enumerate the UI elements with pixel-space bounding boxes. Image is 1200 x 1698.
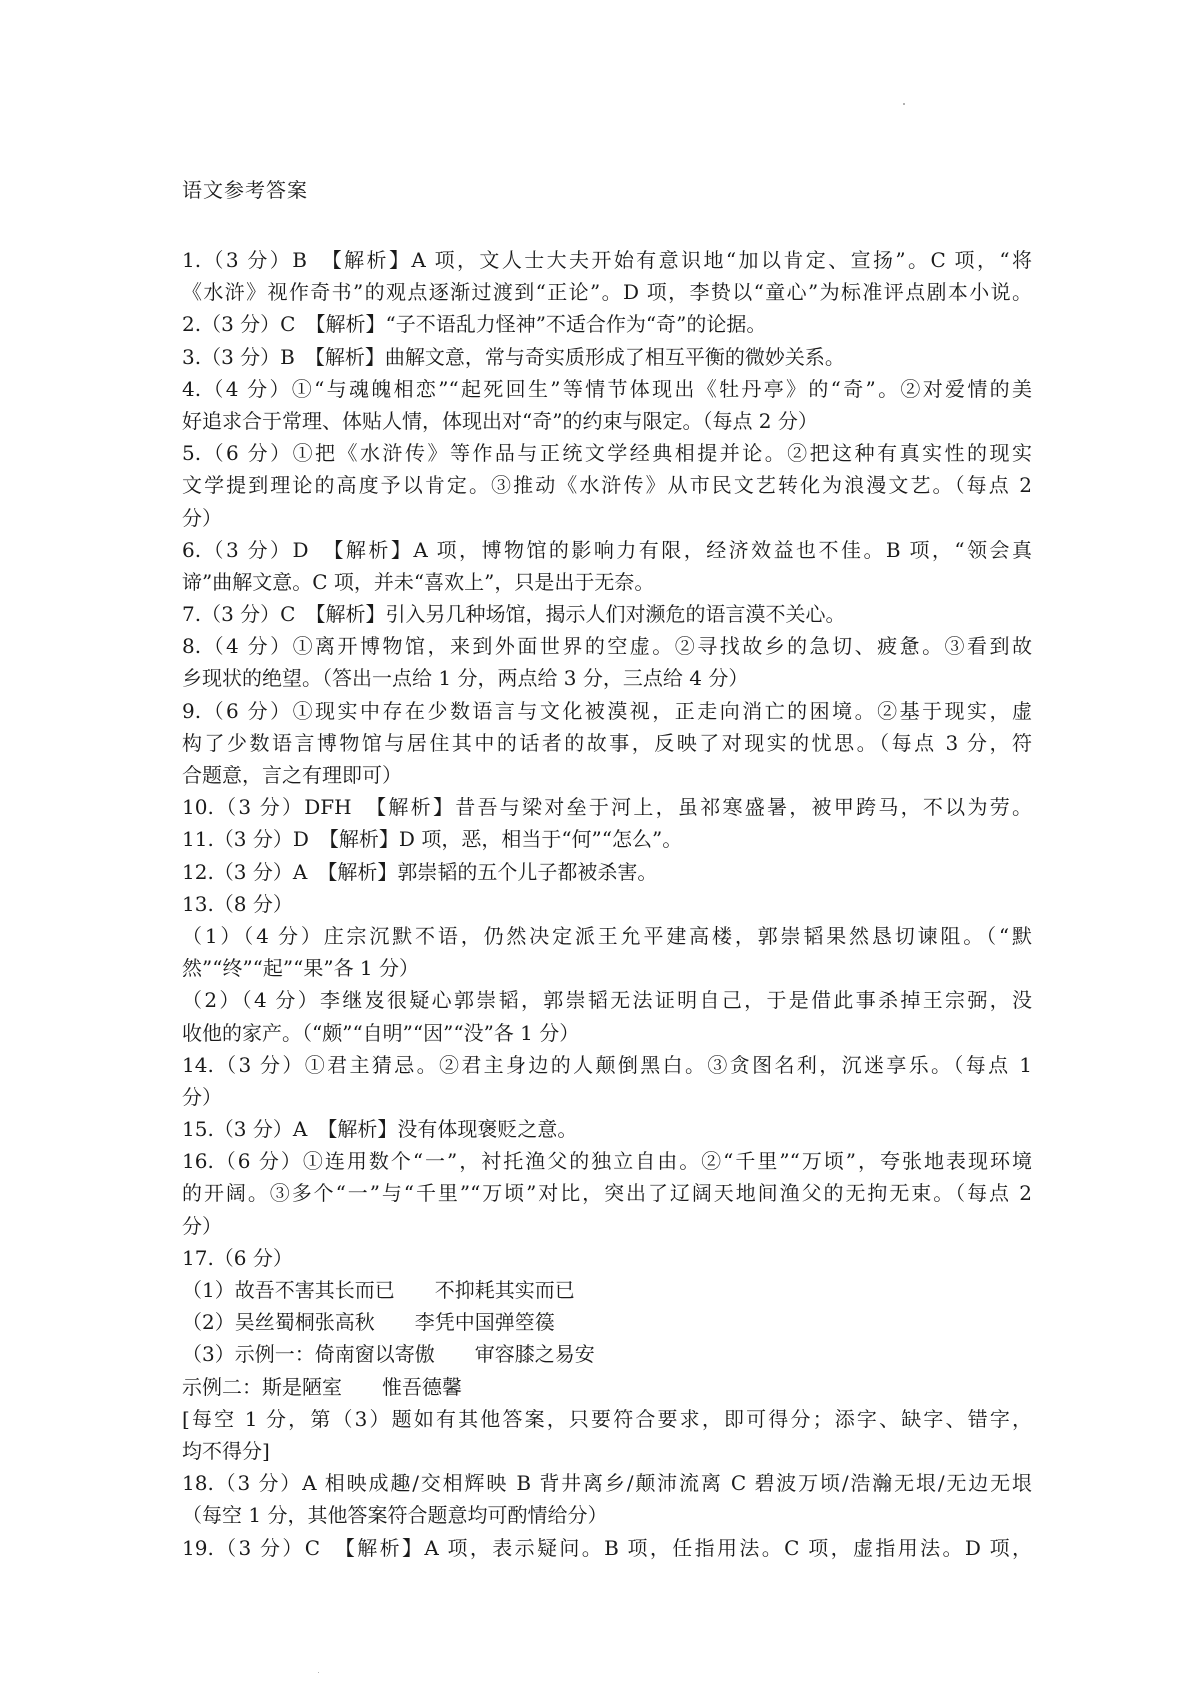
answer-line: 2.（3 分）C 【解析】“子不语乱力怪神”不适合作为“奇”的论据。 xyxy=(182,312,767,337)
answer-line: （每空 1 分，其他答案符合题意均可酌情给分） xyxy=(182,1503,608,1528)
answer-line: 19.（3 分）C 【解析】A 项，表示疑问。B 项，任指用法。C 项，虚指用法。D 项， xyxy=(182,1535,1032,1560)
answer-line: （1）（4 分）庄宗沉默不语，仍然决定派王允平建高楼，郭崇韬果然恳切谏阻。（“默 xyxy=(182,923,1032,948)
answer-line: 8.（4 分）①离开博物馆，来到外面世界的空虚。②寻找故乡的急切、疲惫。③看到故 xyxy=(182,634,1032,659)
answer-line: 13.（8 分） xyxy=(182,891,293,916)
answer-line: 分） xyxy=(182,505,222,530)
answer-line: 乡现状的绝望。（答出一点给 1 分，两点给 3 分，三点给 4 分） xyxy=(182,666,749,691)
answer-line: 的开阔。③多个“一”与“千里”“万顷”对比，突出了辽阔天地间渔父的无拘无束。（每点 2 xyxy=(182,1181,1032,1206)
answer-line: （2）吴丝蜀桐张高秋 李凭中国弹箜篌 xyxy=(182,1310,555,1335)
answer-line: 然”“终”“起”“果”各 1 分） xyxy=(182,956,420,981)
answer-line: 16.（6 分）①连用数个“一”，衬托渔父的独立自由。②“千里”“万顷”，夸张地表现环境 xyxy=(182,1149,1032,1174)
answer-line: 分） xyxy=(182,1213,222,1238)
answer-line: 3.（3 分）B 【解析】曲解文意，常与奇实质形成了相互平衡的微妙关系。 xyxy=(182,344,845,369)
answer-list xyxy=(182,244,1032,1564)
document-title: 语文参考答案 xyxy=(182,178,308,202)
answer-line: 文学提到理论的高度予以肯定。③推动《水浒传》从市民文艺转化为浪漫文艺。（每点 2 xyxy=(182,473,1032,498)
answer-line: 均不得分] xyxy=(182,1438,270,1463)
answer-line: 14.（3 分）①君主猜忌。②君主身边的人颠倒黑白。③贪图名利，沉迷享乐。（每点 1 xyxy=(182,1052,1032,1077)
answer-line: 6.（3 分）D 【解析】A 项，博物馆的影响力有限，经济效益也不佳。B 项，“领会真 xyxy=(182,537,1032,562)
answer-line: （1）故吾不害其长而已 不抑耗其实而已 xyxy=(182,1278,575,1302)
answer-line: 9.（6 分）①现实中存在少数语言与文化被漠视，正走向消亡的困境。②基于现实，虚 xyxy=(182,698,1032,723)
answer-line: 合题意，言之有理即可） xyxy=(182,763,402,787)
answer-line: 收他的家产。（“颇”“自明”“因”“没”各 1 分） xyxy=(182,1020,580,1045)
answer-line: 分） xyxy=(182,1084,222,1109)
answer-line: 17.（6 分） xyxy=(182,1245,293,1270)
answer-line: 18.（3 分）A 相映成趣/交相辉映 B 背井离乡/颠沛流离 C 碧波万顷/浩瀚无垠/无边无垠 xyxy=(182,1471,1032,1496)
answer-line: 构了少数语言博物馆与居住其中的话者的故事，反映了对现实的忧思。（每点 3 分，符 xyxy=(182,730,1032,755)
scan-speck xyxy=(318,1672,319,1673)
answer-line: 4.（4 分）①“与魂魄相恋”“起死回生”等情节体现出《牡丹亭》的“奇”。②对爱情的美 xyxy=(182,376,1032,401)
answer-line: （2）（4 分）李继岌很疑心郭崇韬，郭崇韬无法证明自己，于是借此事杀掉王宗弼，没 xyxy=(182,988,1032,1013)
answer-line: 5.（6 分）①把《水浒传》等作品与正统文学经典相提并论。②把这种有真实性的现实 xyxy=(182,441,1032,466)
answer-line: 12.（3 分）A 【解析】郭崇韬的五个儿子都被杀害。 xyxy=(182,859,658,884)
scan-speck xyxy=(903,103,905,105)
answer-line: 10.（3 分）DFH 【解析】昔吾与梁对垒于河上，虽祁寒盛暑，被甲跨马，不以为劳。 xyxy=(182,795,1032,820)
answer-line: （3）示例一：倚南窗以寄傲 审容膝之易安 xyxy=(182,1342,595,1367)
answer-line: 《水浒》视作奇书”的观点逐渐过渡到“正论”。D 项，李贽以“童心”为标准评点剧本小说。 xyxy=(182,280,1032,305)
answer-line: 示例二：斯是陋室 惟吾德馨 xyxy=(182,1374,462,1399)
answer-line: 7.（3 分）C 【解析】引入另几种场馆，揭示人们对濒危的语言漠不关心。 xyxy=(182,602,846,627)
answer-line: 11.（3 分）D 【解析】D 项，恶，相当于“何”“怎么”。 xyxy=(182,827,683,852)
answer-line: [每空 1 分，第（3）题如有其他答案，只要符合要求，即可得分；添字、缺字、错字， xyxy=(182,1406,1032,1431)
answer-line: 好追求合于常理、体贴人情，体现出对“奇”的约束与限定。（每点 2 分） xyxy=(182,408,818,433)
answer-line: 15.（3 分）A 【解析】没有体现褒贬之意。 xyxy=(182,1117,578,1142)
answer-line: 谛”曲解文意。C 项，并未“喜欢上”，只是出于无奈。 xyxy=(182,569,655,594)
answer-line: 1.（3 分）B 【解析】A 项，文人士大夫开始有意识地“加以肯定、宣扬”。C 项，“将 xyxy=(182,248,1032,272)
